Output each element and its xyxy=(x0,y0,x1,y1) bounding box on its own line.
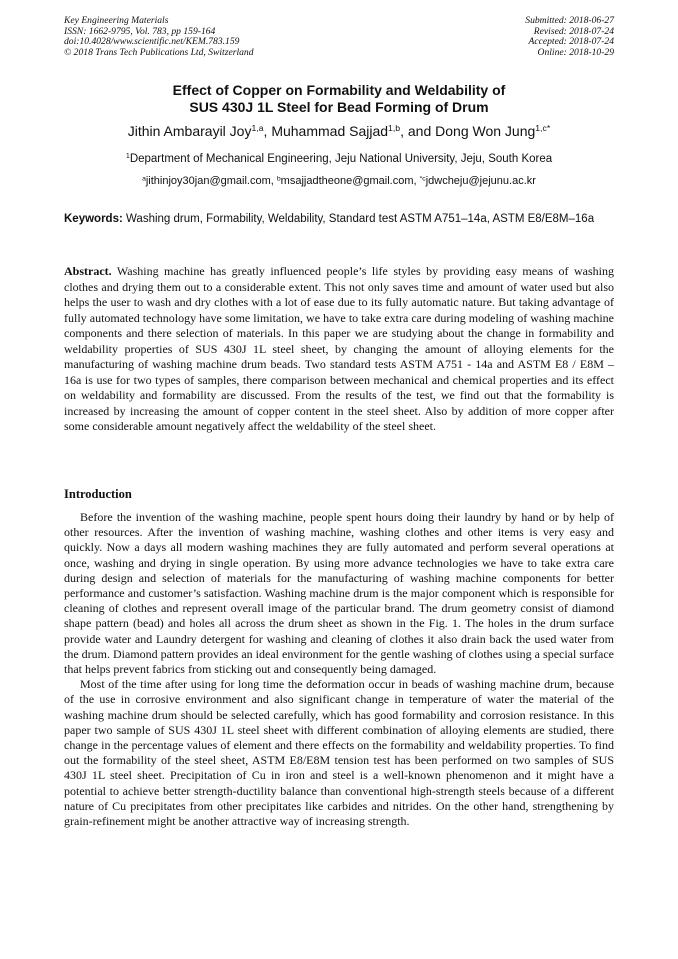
dates-header xyxy=(525,16,614,58)
keywords-label: Keywords: xyxy=(64,213,123,225)
email-link[interactable]: jithinjoy30jan@gmail.com, xyxy=(145,175,277,187)
journal-header xyxy=(64,16,254,58)
author-sup: 1,b xyxy=(388,123,401,134)
author-name: Dong Won Jung xyxy=(435,123,536,139)
author-sep: , xyxy=(263,123,272,139)
email-link[interactable]: jdwcheju@jejunu.ac.kr xyxy=(425,175,536,187)
author-name: Jithin Ambarayil Joy xyxy=(127,123,252,139)
email-sup: *c xyxy=(419,175,426,183)
keywords xyxy=(64,212,614,227)
author-sep: , and xyxy=(400,123,436,139)
paper-title xyxy=(0,82,678,116)
journal-copyright: © 2018 Trans Tech Publications Ltd, Switzerland xyxy=(64,46,254,58)
author-sup: 1,a xyxy=(251,123,264,134)
intro-paragraph-1: Before the invention of the washing machine, people spent hours doing their laundry by hand or by help of other resources. After the invention of washing machine, washing clothes and other items is very easy and quickly. Now a days all modern washing machines they are fully automated and perform several operations at once, washing and drying in single operation. By using more advance technologies we have to take extra care during design and selection of materials for the manufacturing of washing machine components for better performance and customer’s satisfaction. Washing machine drum is the major component which is responsible for cleaning of clothes and represent overall image of the particular brand. The drum geometry consist of diamond shape pattern (bead) and holes all across the drum sheet as shown in the Fig. 1. The holes in the drum surface provide water and Laundry detergent for washing and cleaning of clothes it also drain back the used water from the drum. Diamond pattern provides an ideal environment for the gentle washing of clothes using a special surface that helps prevent fabrics from sticking out and consequently being damaged. xyxy=(64,510,614,677)
revised-date: Revised: 2018-07-24 xyxy=(533,25,614,37)
keywords-text: Washing drum, Formability, Weldability, Standard test ASTM A751–14a, ASTM E8/E8M–16a xyxy=(126,213,595,225)
abstract-text: Washing machine has greatly influenced people’s life styles by providing easy means of washing clothes and drying them out to a considerable extent. This not only saves time and amount of water used but also helps the user to wash and dry clothes with a lot of ease due to its fully automatic nature. But taking advantage of fully automated technology have some limitation, we have to take extra care during modeling of washing machine components and there selection of materials. In this paper we are studying about the change in formability and weldability properties of SUS 430J 1L steel sheet, by changing the amount of alloying elements for the manufacturing of washing machine drum beads. Two standard tests ASTM A751 - 14a and ASTM E8 / E8M – 16a is use for two types of samples, there comparison between mechanical and chemical properties and its effect on weldability and formability are discussed. From the results of the test, we find out that the formability is increased by increasing the amount of copper content in the steel sheet. Also by addition of more copper after some considerable amount negatively affect the weldability of the steel sheet. xyxy=(64,264,614,433)
abstract-label: Abstract. xyxy=(64,264,112,278)
email-list xyxy=(0,174,678,188)
abstract xyxy=(64,264,614,435)
submitted-date: Submitted: 2018-06-27 xyxy=(525,15,614,26)
affiliation-sup: 1 xyxy=(125,152,130,161)
introduction-body xyxy=(64,510,614,829)
online-date: Online: 2018-10-29 xyxy=(537,46,614,58)
title-line-1: Effect of Copper on Formability and Weldability of xyxy=(172,82,506,98)
journal-issn: ISSN: 1662-9795, Vol. 783, pp 159-164 xyxy=(64,25,216,37)
email-link[interactable]: msajjadtheone@gmail.com, xyxy=(280,175,420,187)
author-name: Muhammad Sajjad xyxy=(271,123,389,139)
affiliation xyxy=(0,152,678,166)
accepted-date: Accepted: 2018-07-24 xyxy=(528,36,614,48)
journal-name: Key Engineering Materials xyxy=(64,15,169,26)
author-sup: 1,c* xyxy=(535,123,551,134)
email-sup: a xyxy=(142,175,146,183)
author-list xyxy=(0,122,678,140)
email-sup: b xyxy=(276,175,281,183)
journal-doi[interactable]: doi:10.4028/www.scientific.net/KEM.783.159 xyxy=(64,36,240,48)
intro-paragraph-2: Most of the time after using for long time the deformation occur in beads of washing machine drum, because of the use in corrosive environment and also significant change in temperature of water the material of the washing machine drum should be selected carefully, which has good formability and corrosion resistance. In this paper two sample of SUS 430J 1L steel sheet with different combination of alloying elements are studied, there change in the percentage values of element and there effects on the formability and weldability properties. To find out the formability of the steel sheet, ASTM E8/E8M tension test has been performed on two samples of SUS 430J 1L steel sheet. Precipitation of Cu in iron and steel is a well-known phenomenon and it might have a potential to achieve better strength-ductility balance than conventional high-strength steels because of a different nature of Cu precipitates from other precipitates like carbides and nitrides. On the other hand, strengthening by grain-refinement might be another attractive way of increasing strength. xyxy=(64,677,614,829)
title-line-2: SUS 430J 1L Steel for Bead Forming of Drum xyxy=(189,99,489,115)
section-heading: Introduction xyxy=(64,487,132,501)
affiliation-text: Department of Mechanical Engineering, Jeju National University, Jeju, South Korea xyxy=(129,153,553,165)
